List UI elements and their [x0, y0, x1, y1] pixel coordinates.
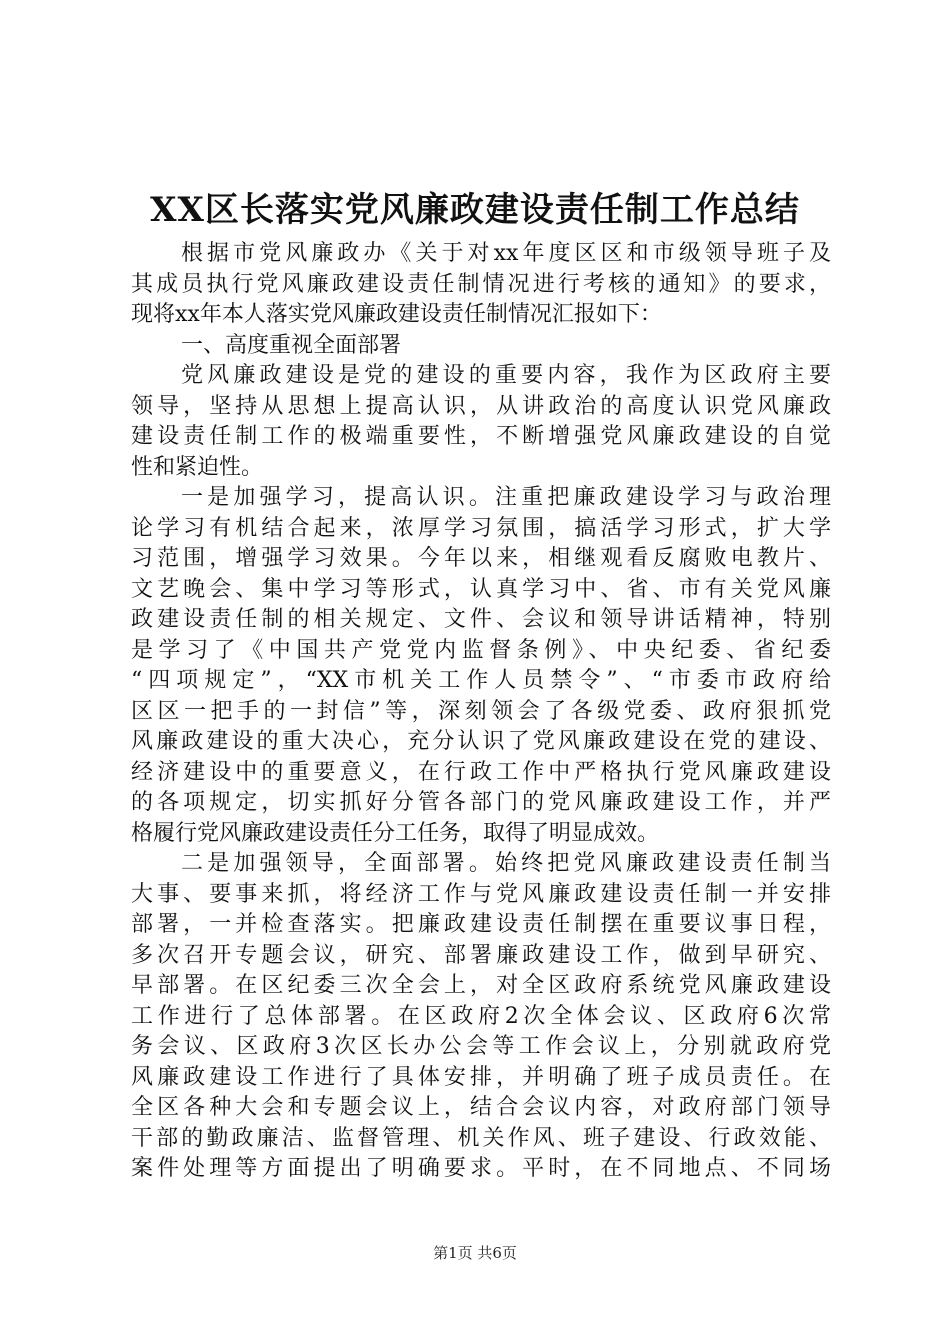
body-line: 政建设责任制的相关规定、文件、会议和领导讲话精神，特别 [131, 607, 831, 632]
body-line: 全区各种大会和专题会议上，结合会议内容，对政府部门领导 [131, 1095, 831, 1120]
body-line: 大事、要事来抓，将经济工作与党风廉政建设责任制一并安排 [131, 881, 831, 907]
page-number-footer: 第1页 共6页 [433, 1244, 517, 1262]
body-line: “四项规定”，“XX市机关工作人员禁令”、“市委市政府给 [131, 668, 831, 693]
body-line: 二是加强领导，全面部署。始终把党风廉政建设责任制当 [181, 851, 831, 876]
body-line: 干部的勤政廉洁、监督管理、机关作风、班子建设、行政效能、 [131, 1125, 831, 1151]
body-line: 经济建设中的重要意义，在行政工作中严格执行党风廉政建设 [131, 759, 831, 785]
body-line: 的各项规定，切实抓好分管各部门的党风廉政建设工作，并严 [131, 790, 831, 815]
body-line: 论学习有机结合起来，浓厚学习氛围，搞活学习形式，扩大学 [131, 515, 831, 541]
body-line: 早部署。在区纪委三次全会上，对全区政府系统党风廉政建设 [131, 973, 831, 998]
body-line: 习范围，增强学习效果。今年以来，相继观看反腐败电教片、 [131, 546, 831, 571]
body-line: 现将xx年本人落实党风廉政建设责任制情况汇报如下： [131, 302, 662, 327]
body-line: 部署，一并检查落实。把廉政建设责任制摆在重要议事日程， [131, 912, 831, 937]
body-line: 领导，坚持从思想上提高认识，从讲政治的高度认识党风廉政 [131, 393, 831, 419]
body-line: 其成员执行党风廉政建设责任制情况进行考核的通知》的要求， [131, 271, 831, 297]
body-line: 风廉政建设工作进行了具体安排，并明确了班子成员责任。在 [131, 1064, 831, 1090]
body-line: 党风廉政建设是党的建设的重要内容，我作为区政府主要 [181, 363, 831, 388]
body-line: 格履行党风廉政建设责任分工任务，取得了明显成效。 [131, 820, 660, 846]
body-line: 一是加强学习，提高认识。注重把廉政建设学习与政治理 [181, 485, 831, 510]
document-body [131, 239, 831, 1185]
body-line: 建设责任制工作的极端重要性，不断增强党风廉政建设的自觉 [131, 424, 831, 449]
body-line: 风廉政建设的重大决心，充分认识了党风廉政建设在党的建设、 [131, 729, 831, 754]
body-line: 务会议、区政府3次区长办公会等工作会议上，分别就政府党 [131, 1034, 831, 1059]
body-line: 工作进行了总体部署。在区政府2次全体会议、区政府6次常 [131, 1003, 831, 1029]
body-line: 多次召开专题会议，研究、部署廉政建设工作，做到早研究、 [131, 942, 831, 968]
body-line: 区区一把手的一封信”等，深刻领会了各级党委、政府狠抓党 [131, 698, 831, 724]
body-line: 根据市党风廉政办《关于对xx年度区区和市级领导班子及 [181, 241, 831, 266]
body-line: 文艺晚会、集中学习等形式，认真学习中、省、市有关党风廉 [131, 576, 831, 602]
body-line: 是学习了《中国共产党党内监督条例》、中央纪委、省纪委 [131, 637, 831, 663]
body-line: 案件处理等方面提出了明确要求。平时，在不同地点、不同场 [131, 1156, 831, 1181]
body-line: 性和紧迫性。 [131, 454, 264, 480]
body-line: 一、高度重视全面部署 [181, 332, 402, 358]
document-title: XX区长落实党风廉政建设责任制工作总结 [150, 190, 800, 230]
